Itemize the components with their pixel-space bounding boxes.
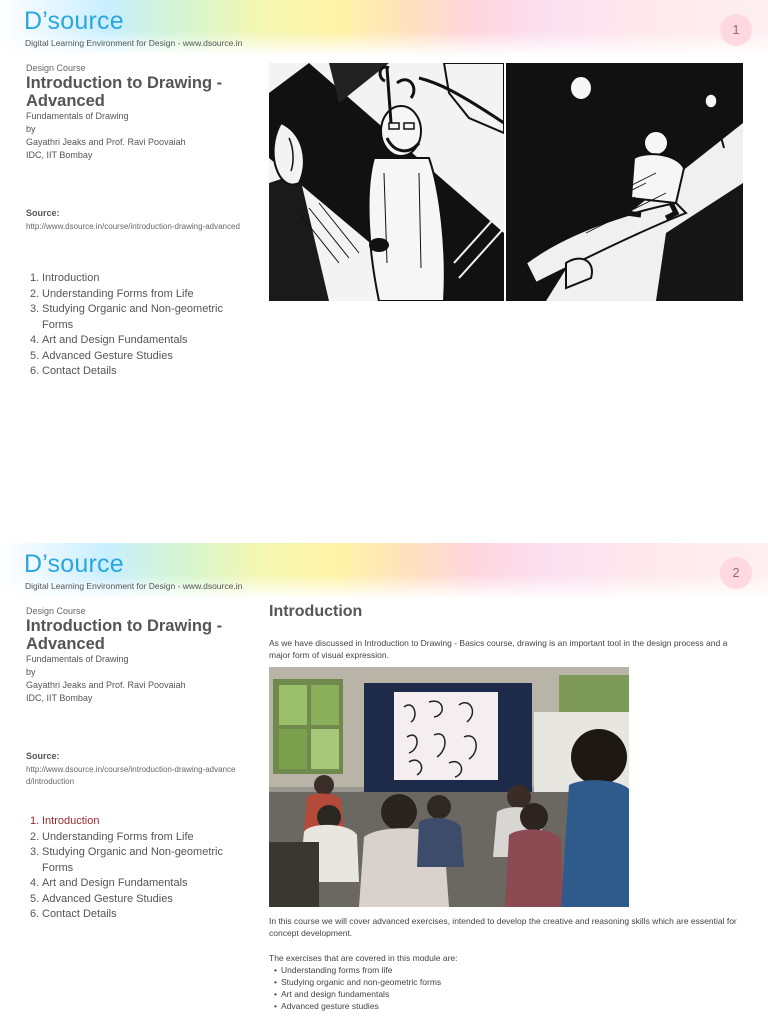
course-title-line-2: Advanced <box>26 92 105 110</box>
toc-number: 6. <box>30 365 40 377</box>
site-tagline: Digital Learning Environment for Design - www.dsource.in <box>25 38 243 48</box>
course-label: Design Course <box>26 63 86 73</box>
toc-item-forms-from-life[interactable] <box>30 830 250 846</box>
toc-label: Understanding Forms from Life <box>42 287 194 300</box>
intro-paragraph-2: In this course we will cover advanced exercises, intended to develop the creative and reasoning skills which are essential for concept development. <box>269 916 737 938</box>
exercise-list <box>274 964 441 1012</box>
course-meta <box>26 63 256 162</box>
course-authors: Gayathri Jeaks and Prof. Ravi Poovaiah <box>26 137 186 147</box>
toc-number: 4. <box>30 877 40 889</box>
sketch-images <box>269 63 743 301</box>
toc-label: Art and Design Fundamentals <box>42 877 188 889</box>
course-title-line-1: Introduction to Drawing - <box>26 74 223 92</box>
slide-page-1 <box>0 0 768 490</box>
page-number-badge: 1 <box>720 14 752 46</box>
toc-item-art-design-fundamentals[interactable] <box>30 876 250 892</box>
toc-number: 4. <box>30 334 40 346</box>
toc-item-contact-details[interactable] <box>30 364 250 380</box>
sketch-image-people <box>506 63 743 301</box>
page-header <box>0 543 768 599</box>
sketch-image-man-umbrella <box>269 63 504 301</box>
toc-item-gesture-studies[interactable] <box>30 892 250 908</box>
sketch-drawing-left <box>269 63 504 301</box>
source-url[interactable]: http://www.dsource.in/course/introduction-drawing-advanced <box>26 222 240 231</box>
section-heading: Introduction <box>269 603 363 620</box>
source-label: Source: <box>26 751 60 761</box>
toc-label: Art and Design Fundamentals <box>42 334 188 346</box>
toc-number: 6. <box>30 908 40 920</box>
course-institute: IDC, IIT Bombay <box>26 693 93 703</box>
table-of-contents <box>30 271 250 380</box>
toc-label: Studying Organic and Non-geometric Forms <box>42 303 223 331</box>
source-url[interactable]: http://www.dsource.in/course/introduction-drawing-advanced/introduction <box>26 765 236 786</box>
site-tagline: Digital Learning Environment for Design - www.dsource.in <box>25 581 243 591</box>
source-label: Source: <box>26 208 60 218</box>
toc-label: Advanced Gesture Studies <box>42 349 173 362</box>
course-institute: IDC, IIT Bombay <box>26 150 93 160</box>
toc-item-art-design-fundamentals[interactable] <box>30 333 250 349</box>
toc-item-forms-from-life[interactable] <box>30 287 250 303</box>
dsource-logo[interactable]: D’source <box>24 550 124 578</box>
course-by: by <box>26 667 36 677</box>
toc-item-contact-details[interactable] <box>30 907 250 923</box>
toc-number: 1. <box>30 272 40 284</box>
course-title <box>26 74 256 110</box>
toc-label: Studying Organic and Non-geometric Forms <box>42 846 223 874</box>
exercise-list-item: • Art and design fundamentals <box>274 988 441 1000</box>
course-title <box>26 617 256 653</box>
exercise-list-item: • Understanding forms from life <box>274 964 441 976</box>
toc-number: 2. <box>30 830 40 843</box>
toc-number: 3. <box>30 846 40 858</box>
course-title-line-2: Advanced <box>26 635 105 653</box>
course-subtitle: Fundamentals of Drawing <box>26 111 129 121</box>
toc-label: Contact Details <box>42 365 117 377</box>
classroom-photo <box>269 667 629 907</box>
page-header <box>0 0 768 56</box>
toc-number: 5. <box>30 892 40 905</box>
slide-page-2 <box>0 543 768 1033</box>
toc-label: Understanding Forms from Life <box>42 830 194 843</box>
course-meta <box>26 606 256 705</box>
table-of-contents <box>30 814 250 923</box>
toc-number: 3. <box>30 303 40 315</box>
toc-item-organic-forms[interactable] <box>30 845 250 876</box>
course-by: by <box>26 124 36 134</box>
sketch-drawing-right <box>506 63 743 301</box>
toc-number: 1. <box>30 815 40 827</box>
course-title-line-1: Introduction to Drawing - <box>26 617 223 635</box>
toc-item-introduction[interactable] <box>30 271 250 287</box>
page-number-badge: 2 <box>720 557 752 589</box>
dsource-logo[interactable]: D’source <box>24 7 124 35</box>
toc-label: Introduction <box>42 815 100 827</box>
course-label: Design Course <box>26 606 86 616</box>
toc-item-organic-forms[interactable] <box>30 302 250 333</box>
exercise-list-item: • Advanced gesture studies <box>274 1000 441 1012</box>
toc-number: 5. <box>30 349 40 362</box>
toc-label: Contact Details <box>42 908 117 920</box>
toc-item-gesture-studies[interactable] <box>30 349 250 365</box>
intro-paragraph-3: The exercises that are covered in this module are: <box>269 953 458 963</box>
toc-label: Advanced Gesture Studies <box>42 892 173 905</box>
exercise-list-item: • Studying organic and non-geometric forms <box>274 976 441 988</box>
toc-number: 2. <box>30 287 40 300</box>
intro-paragraph-1: As we have discussed in Introduction to Drawing - Basics course, drawing is an important tool in the design process and a major form of visual expression. <box>269 638 728 660</box>
toc-label: Introduction <box>42 272 100 284</box>
course-authors: Gayathri Jeaks and Prof. Ravi Poovaiah <box>26 680 186 690</box>
toc-item-introduction[interactable] <box>30 814 250 830</box>
course-subtitle: Fundamentals of Drawing <box>26 654 129 664</box>
classroom-photo-illustration <box>269 667 629 907</box>
